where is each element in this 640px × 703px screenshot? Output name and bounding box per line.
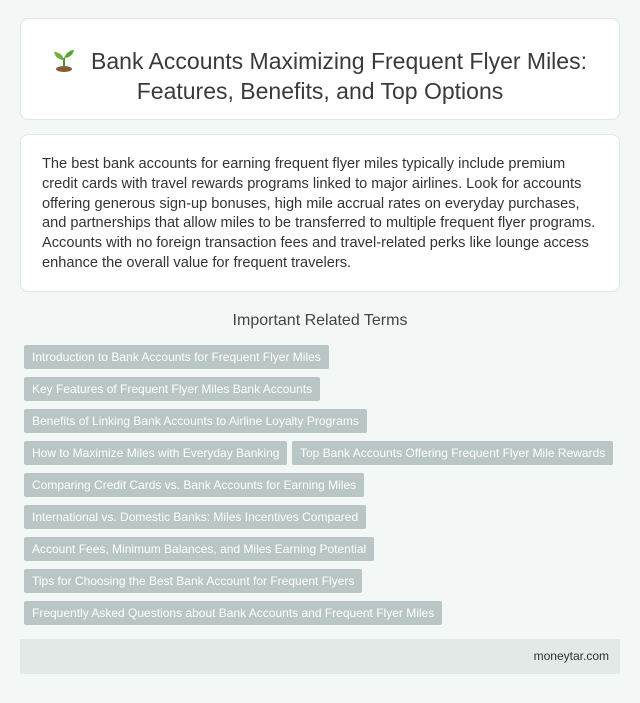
description-card — [20, 134, 620, 292]
related-term-tag[interactable]: Key Features of Frequent Flyer Miles Bank Accounts — [24, 377, 320, 401]
footer-site-name: moneytar.com — [533, 649, 609, 663]
footer — [20, 639, 620, 674]
description-text: The best bank accounts for earning frequent flyer miles typically include premium credit cards with travel rewards programs linked to major airlines. Look for accounts offering generous sign-up bonuses, high mile accrual rates on everyday purchases, and partnerships that allow miles to be transferred to multiple frequent flyer programs. Accounts with no foreign transaction fees and travel-related perks like lounge access enhance the overall value for frequent travelers. — [42, 156, 596, 271]
related-terms-heading: Important Related Terms — [232, 312, 408, 329]
related-term-tag[interactable]: Top Bank Accounts Offering Frequent Flyer Mile Rewards — [292, 441, 613, 465]
page-title — [51, 46, 589, 106]
related-term-tag[interactable]: Comparing Credit Cards vs. Bank Accounts for Earning Miles — [24, 473, 364, 497]
sprout-icon — [53, 48, 75, 72]
related-term-tag[interactable]: Tips for Choosing the Best Bank Account for Frequent Flyers — [24, 569, 362, 593]
related-term-tag[interactable]: International vs. Domestic Banks: Miles Incentives Compared — [24, 505, 366, 529]
related-term-tag[interactable]: How to Maximize Miles with Everyday Banking — [24, 441, 287, 465]
related-term-tag[interactable]: Benefits of Linking Bank Accounts to Airline Loyalty Programs — [24, 409, 367, 433]
title-card — [20, 18, 620, 120]
related-term-tag[interactable]: Frequently Asked Questions about Bank Accounts and Frequent Flyer Miles — [24, 601, 442, 625]
page-title-text: Bank Accounts Maximizing Frequent Flyer Miles: Features, Benefits, and Top Options — [91, 48, 587, 104]
related-term-tag[interactable]: Account Fees, Minimum Balances, and Miles Earning Potential — [24, 537, 374, 561]
related-term-tag[interactable]: Introduction to Bank Accounts for Frequent Flyer Miles — [24, 345, 329, 369]
